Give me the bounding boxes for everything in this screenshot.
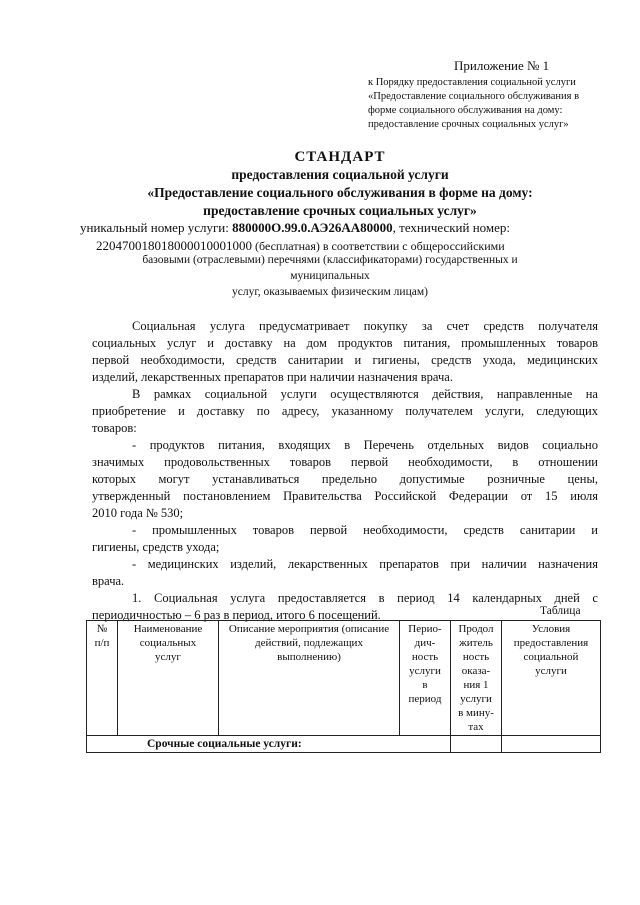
- text-line: утвержденный постановлением Правительства Российской Федерации от 15 июля: [92, 489, 598, 503]
- text-line: социальных услуг и доставку на дом продуктов питания, промышленных товаров: [92, 336, 598, 350]
- text-line: значимых продовольственных товаров первой необходимости, в отношении: [92, 455, 598, 469]
- text-line: - медицинских изделий, лекарственных препаратов при наличии назначения: [132, 557, 598, 571]
- header-text: социальных: [139, 637, 197, 649]
- table-cell: [502, 736, 601, 753]
- text-line: первой необходимости, средств санитарии и гигиены, средств ухода, медицинских: [92, 353, 598, 367]
- header-text: дич-: [414, 637, 436, 649]
- technical-number-line: [96, 238, 505, 254]
- col-service-name-header: [118, 621, 219, 736]
- paragraph-actions: [92, 386, 598, 437]
- header-text: действий, подлежащих: [255, 637, 363, 649]
- service-name-line2: предоставление срочных социальных услуг»: [203, 203, 477, 218]
- unique-number: 880000О.99.0.АЭ26АА80000: [232, 220, 393, 235]
- text-line: - продуктов питания, входящих в Перечень отдельных видов социально: [132, 438, 598, 452]
- header-text: социальной: [523, 651, 579, 663]
- standard-title: СТАНДАРТ: [294, 149, 386, 165]
- appendix-ref-line: к Порядку предоставления социальной услуги: [368, 77, 576, 88]
- text-line: гигиены, средств ухода;: [92, 540, 220, 554]
- technical-number: 220470018018000010001000: [96, 238, 252, 253]
- text-line: - промышленных товаров первой необходимости, средств санитарии и: [132, 523, 598, 537]
- unique-prefix: уникальный номер услуги:: [80, 220, 233, 235]
- text-line: 2010 года № 530;: [92, 506, 184, 520]
- service-name-line1: «Предоставление социального обслуживания в форме на дому:: [147, 185, 533, 200]
- header-text: Описание мероприятия (описание: [228, 623, 390, 635]
- classifier-line: услуг, оказываемых физическим лицам): [232, 286, 428, 298]
- text-line: приобретение и доставку по адресу, указанному получателем услуги, следующих: [92, 404, 598, 418]
- section-title: Срочные социальные услуги:: [87, 736, 451, 753]
- text-line: периодичностью – 6 раз в период, итого 6 посещений.: [92, 608, 381, 622]
- header-text: ность: [411, 651, 439, 663]
- header-text: в мину-: [458, 707, 494, 719]
- header-text: выполнению): [277, 651, 341, 663]
- header-text: тах: [468, 721, 484, 733]
- appendix-ref-line: предоставление срочных социальных услуг»: [368, 119, 569, 130]
- col-conditions-header: [502, 621, 601, 736]
- text-line: Социальная услуга предусматривает покупку за счет средств получателя: [132, 319, 598, 333]
- table-label: Таблица: [540, 605, 581, 617]
- header-text: период: [408, 693, 442, 705]
- list-item-medical: [92, 556, 598, 590]
- table-section-row: [87, 736, 601, 753]
- header-text: услуги: [535, 665, 567, 677]
- standard-heading: [80, 148, 600, 220]
- text-line: 1. Социальная услуга предоставляется в период 14 календарных дней с: [132, 591, 598, 605]
- classifier-line: муниципальных: [290, 270, 370, 282]
- header-text: ность: [462, 651, 490, 663]
- text-line: В рамках социальной услуги осуществляются действия, направленные на: [132, 387, 598, 401]
- paragraph-period: [92, 590, 598, 624]
- appendix-reference: [368, 76, 606, 132]
- header-text: услуги: [409, 665, 441, 677]
- unique-number-line: [80, 220, 620, 236]
- header-text: ния 1: [463, 679, 489, 691]
- header-text: услуг: [155, 651, 181, 663]
- header-text: услуги: [460, 693, 492, 705]
- header-text: предоставления: [513, 637, 589, 649]
- appendix-title: Приложение № 1: [454, 58, 550, 73]
- list-item-goods: [92, 522, 598, 556]
- header-text: Перио-: [408, 623, 442, 635]
- text-line: изделий, лекарственных препаратов при наличии назначения врача.: [92, 370, 453, 384]
- header-text: житель: [459, 637, 493, 649]
- col-periodicity-header: [400, 621, 451, 736]
- header-text: п/п: [94, 637, 110, 649]
- paragraph-intro: [92, 318, 598, 386]
- text-line: врача.: [92, 574, 125, 588]
- table-header-row: [87, 621, 601, 736]
- header-text: оказа-: [461, 665, 491, 677]
- classifier-line: базовыми (отраслевыми) перечнями (классификаторами) государственных и: [142, 254, 518, 266]
- col-duration-header: [451, 621, 502, 736]
- text-line: которых могут устанавливаться предельно допустимые розничные цены,: [92, 472, 598, 486]
- technical-rest: (бесплатная) в соответствии с общероссийскими: [252, 239, 505, 253]
- appendix-ref-line: форме социального обслуживания на дому:: [368, 105, 563, 116]
- header-text: Продол: [458, 623, 494, 635]
- header-text: №: [96, 623, 108, 635]
- services-table: [86, 620, 601, 753]
- header-text: Условия: [531, 623, 571, 635]
- standard-subtitle: предоставления социальной услуги: [231, 167, 449, 182]
- table-cell: [451, 736, 502, 753]
- unique-suffix: , технический номер:: [392, 220, 511, 235]
- list-item-food: [92, 437, 598, 522]
- appendix-ref-line: «Предоставление социального обслуживания в: [368, 91, 580, 102]
- col-number-header: [87, 621, 118, 736]
- header-text: Наименование: [133, 623, 203, 635]
- col-description-header: [219, 621, 400, 736]
- text-line: товаров:: [92, 421, 137, 435]
- header-text: в: [422, 679, 428, 691]
